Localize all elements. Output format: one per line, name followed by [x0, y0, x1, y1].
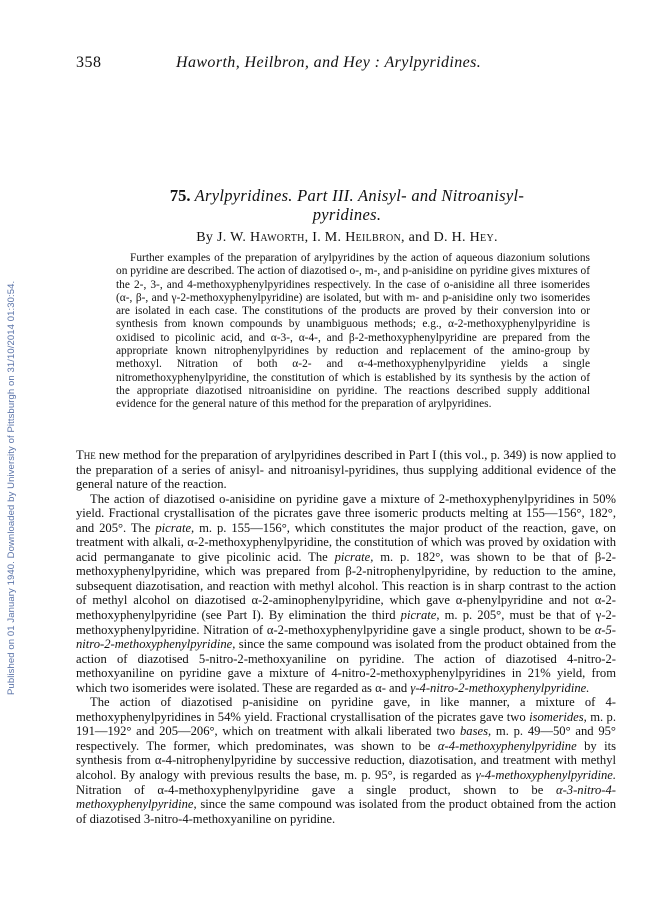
running-header [76, 54, 616, 78]
p2-picrate-2: picrate, [334, 549, 374, 564]
title-line-1: Arylpyridines. Part III. Anisyl- and Nitroanisyl- [194, 186, 525, 205]
p3-compound-1: α-4-methoxyphenylpyridine [437, 738, 577, 753]
paragraph-3 [76, 695, 616, 826]
p2-picrate-1: picrate, [155, 520, 195, 535]
by-word: By [196, 230, 214, 245]
p2-picrate-3: picrate, [400, 608, 440, 623]
page-number: 358 [76, 54, 102, 71]
p2-text-a: The action of diazotised o-anisidine on pyridine gave a mixture of 2-methoxyphenylpyridines in 50% yield. Fractional crystallisation of the picrates gave three isomeric products melting at 155—156°, 182°, and 205°. The [76, 491, 616, 535]
p2-text-c: m. p. 182°, was shown to be that of β-2-methoxyphenylpyridine, which was prepared from β-2-nitrophenylpyridine, by reduction to the amine, subsequent diazotisation, and reaction with methyl alcohol. This reaction is in sharp contrast to the action of methyl alcohol on diazotised α-2-aminophenylpyridine, which gave α-phenylpyridine and not α-2-methoxyphenylpyridine (see Part I). By elimination the third [76, 549, 616, 623]
p2-text-e: since the same compound was isolated from the product obtained from the action of diazotised 5-nitro-2-methoxyaniline on pyridine. The action of diazotised 4-nitro-2-methoxyaniline on pyridine gave a mixture of 4-nitro-2-methoxyphenylpyridines in 21% yield, from which two isomerides were isolated. These are regarded as α- and [76, 637, 616, 695]
p3-text-d: by its synthesis from α-4-nitrophenylpyridine by successive reduction, diazotisation, and treatment with methyl alcohol. By analogy with previous results the base, m. p. 95°, is regarded as [76, 738, 616, 783]
title-line-2: pyridines. [312, 205, 382, 224]
paragraph-2 [76, 492, 616, 696]
p2-compound-2: γ-4-nitro-2-methoxyphenylpyridine. [410, 680, 590, 695]
author-line [76, 230, 618, 246]
watermark-text: Published on 01 January 1940. Downloaded by University of Pittsburgh on 31/10/2014 01:30:54. [6, 280, 17, 695]
author-1-initials: J. W. [217, 230, 247, 245]
p2-compound-1: α-5-nitro-2-methoxyphenylpyridine, [76, 622, 616, 652]
article-number: 75. [169, 186, 191, 205]
p3-isomerides: isomerides, [529, 709, 587, 724]
author-1-surname: Haworth, [249, 230, 309, 245]
abstract: Further examples of the preparation of arylpyridines by the action of aqueous diazonium solutions on pyridine are described. The action of diazotised o-, m-, and p-anisidine on pyridine gives mixtures of the 2-, 3-, and 4-methoxyphenylpyridines respectively. In the case of o-anisidine all three isomerides (α-, β-, and γ-2-methoxyphenylpyridine) are isolated, but with m- and p-anisidine only two isomerides are isolated in each case. The constitutions of the products are proved by their conversion into or synthesis from known compounds by unambiguous methods; e.g., α-2-methoxyphenylpyridine is oxidised to picolinic acid, and α-3-, α-4-, and β-2-methoxyphenylpyridine are prepared from the appropriate known nitrophenylpyridines by reduction and replacement of the amino-group by methoxyl. Nitration of both α-2- and α-4-methoxyphenylpyridine yields a single nitromethoxyphenylpyridine, the constitution of which is established by its synthesis by the action of the appropriate diazotised nitroanisidine on pyridine. The reactions described supply additional evidence for the general nature of this method for the preparation of arylpyridines. [116, 252, 590, 411]
paragraph-1 [76, 448, 616, 492]
download-watermark [0, 135, 24, 695]
p3-text-b: m. p. 191—192° and 205—206°, which on treatment with alkali liberated two [76, 709, 616, 739]
article-body [76, 448, 616, 826]
p2-text-b: m. p. 155—156°, which constitutes the major product of the reaction, gave, on treatment with alkali, α-2-methoxyphenylpyridine, the constitution of which was proved by oxidation with acid permanganate to give picolinic acid. The [76, 520, 616, 564]
p3-text-c: m. p. 49—50° and 95° respectively. The former, which predominates, was shown to be [76, 724, 616, 753]
running-title: Haworth, Heilbron, and Hey : Arylpyridines. [176, 54, 482, 71]
lead-word: The [76, 448, 96, 462]
author-2-initials: I. M. [312, 230, 342, 245]
paragraph-1-text: new method for the preparation of arylpyridines described in Part I (this vol., p. 349) is now applied to the preparation of a series of anisyl- and nitroanisyl-pyridines, thus supplying additional evidence of the general nature of the reaction. [76, 448, 616, 492]
p3-text-f: since the same compound was isolated from the product obtained from the action of diazotised 3-nitro-4-methoxyaniline on pyridine. [76, 797, 616, 826]
p3-text-e: Nitration of α-4-methoxyphenylpyridine gave a single product, shown to be [76, 782, 544, 797]
author-3-initials: D. H. [433, 230, 466, 245]
and-word: and [408, 230, 430, 245]
p2-text-d: m. p. 205°, must be that of γ-2-methoxyphenylpyridine. Nitration of α-2-methoxyphenylpyridine gave a single product, shown to be [76, 608, 616, 637]
p3-compound-2: γ-4-methoxyphenylpyridine. [475, 768, 616, 783]
p3-text-a: The action of diazotised p-anisidine on pyridine gave, in like manner, a mixture of 4-methoxyphenylpyridines in 54% yield. Fractional crystallisation of the picrates gave two [76, 695, 616, 724]
p3-bases: bases, [460, 724, 492, 739]
p3-compound-3: α-3-nitro-4-methoxyphenylpyridine, [76, 782, 616, 812]
author-3-surname: Hey. [469, 230, 498, 245]
article-title [76, 186, 618, 224]
author-2-surname: Heilbron, [345, 230, 405, 245]
